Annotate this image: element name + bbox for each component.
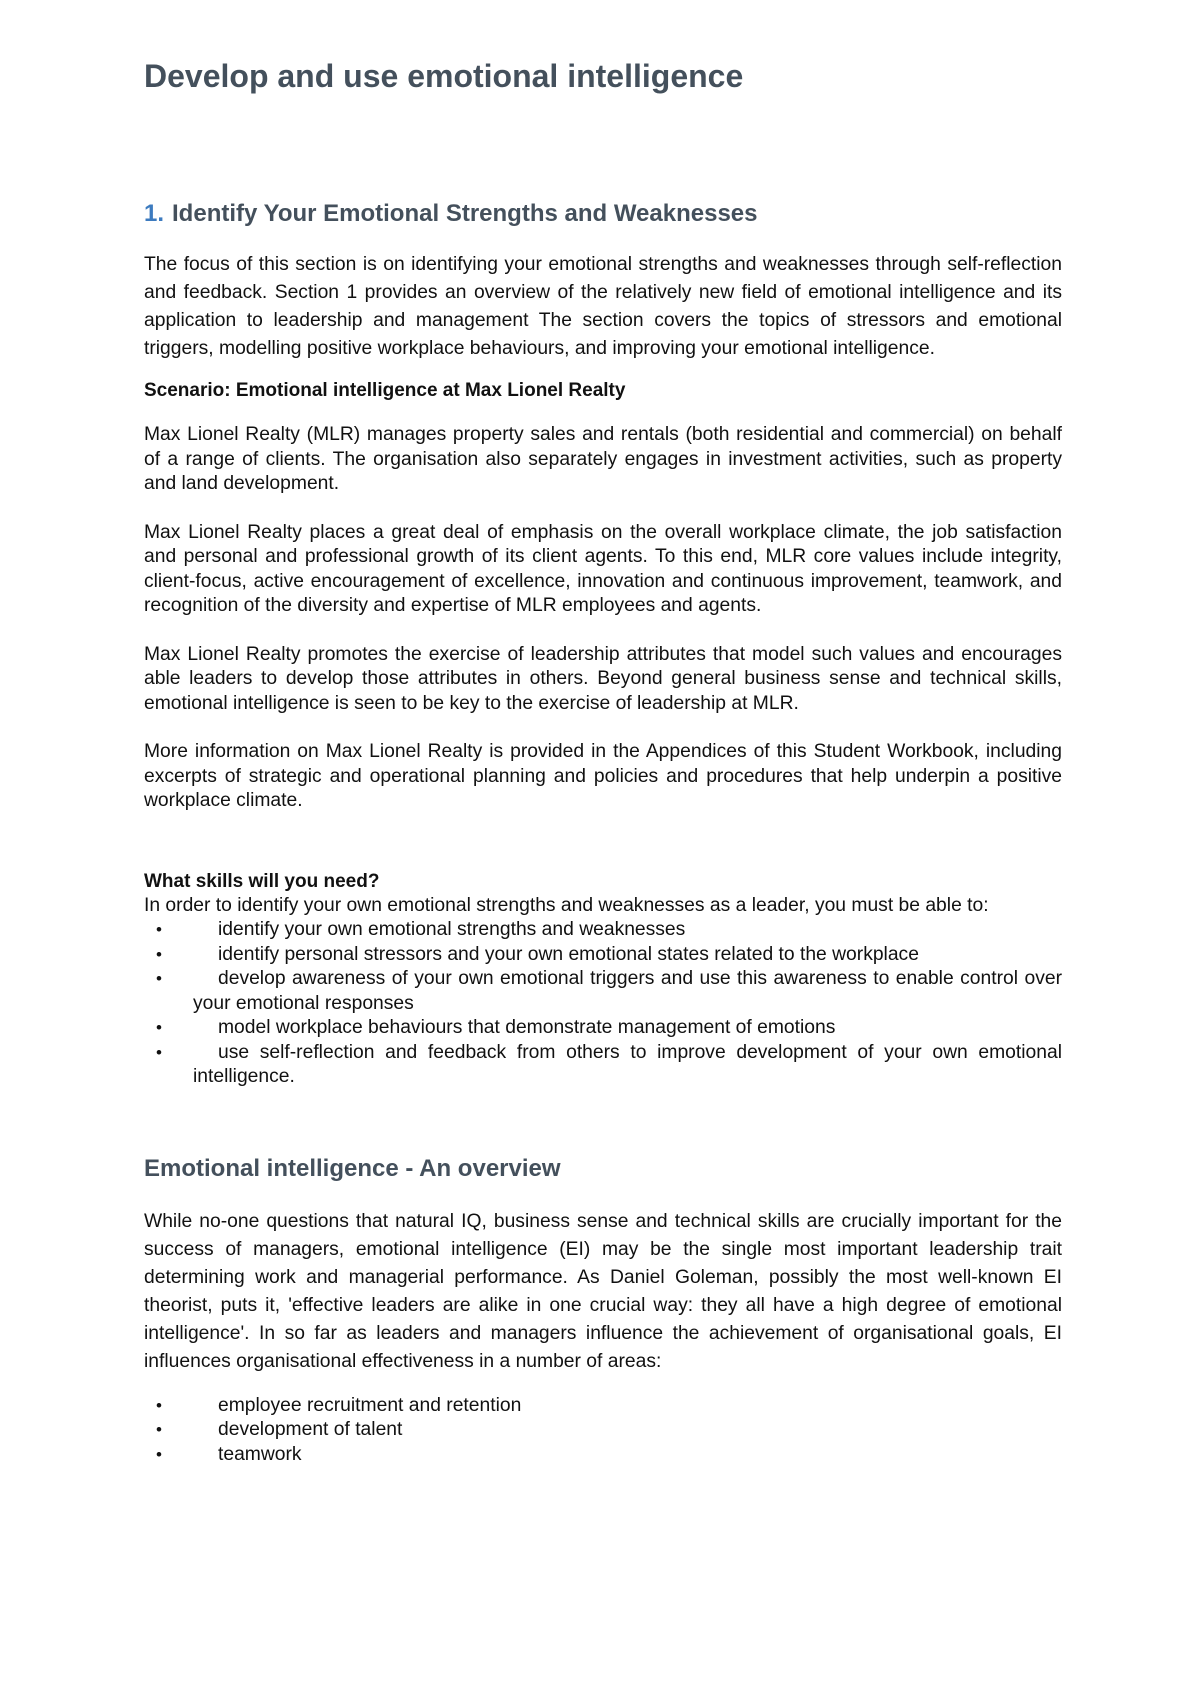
skills-intro: In order to identify your own emotional strengths and weaknesses as a leader, you must be able to: (144, 894, 989, 916)
section-number: 1. (144, 200, 165, 227)
ei-areas-list (144, 1394, 1062, 1468)
scenario-title: Scenario: Emotional intelligence at Max Lionel Realty (144, 380, 626, 401)
list-item: • model workplace behaviours that demonstrate management of emotions (144, 1016, 1062, 1041)
skills-title: What skills will you need? (144, 870, 380, 892)
section-1-heading (144, 197, 1062, 231)
bullet-icon: • (156, 1444, 162, 1464)
scenario-paragraph: Max Lionel Realty (MLR) manages property sales and rentals (both residential and commercial) on behalf of a range of clients. The organisation also separately engages in investment activities, such as property and land development. (144, 424, 1062, 494)
bullet-icon: • (156, 1420, 162, 1439)
overview-paragraph: While no-one questions that natural IQ, business sense and technical skills are crucially important for the success of managers, emotional intelligence (EI) may be the single most important leadership trait determining work and managerial performance. As Daniel Goleman, possibly the most well-known EI theorist, puts it, 'effective leaders are alike in one crucial way: they all have a high degree of emotional intelligence'. In so far as leaders and managers influence the achievement of organisational goals, EI influences organisational effectiveness in a number of areas: (144, 1210, 1062, 1372)
bullet-icon: • (156, 1042, 162, 1062)
list-item: • develop awareness of your own emotional triggers and use this awareness to enable control over your emotional responses (156, 968, 1062, 1014)
bullet-icon: • (156, 969, 162, 988)
list-item: • use self-reflection and feedback from others to improve development of your own emotional intelligence. (156, 1041, 1062, 1087)
scenario-paragraph: Max Lionel Realty places a great deal of emphasis on the overall workplace climate, the job satisfaction and personal and professional growth of its client agents. To this end, MLR core values include integrity, client-focus, active encouragement of excellence, innovation and continuous improvement, teamwork, and recognition of the diversity and expertise of MLR employees and agents. (144, 521, 1062, 616)
list-item: • teamwork (144, 1443, 1062, 1468)
bullet-icon: • (156, 920, 162, 939)
scenario-paragraph: Max Lionel Realty promotes the exercise of leadership attributes that model such values and encourages able leaders to develop those attributes in others. Beyond general business sense and technical skills, emotional intelligence is seen to be key to the exercise of leadership at MLR. (144, 643, 1062, 714)
section-1-heading-text: Identify Your Emotional Strengths and Weaknesses (172, 200, 758, 227)
list-item: • employee recruitment and retention (144, 1394, 1062, 1419)
skills-list (144, 918, 1062, 1090)
bullet-icon: • (156, 944, 162, 964)
list-item: • development of talent (144, 1418, 1062, 1443)
document-title: Develop and use emotional intelligence (144, 58, 744, 94)
list-item: • identify personal stressors and your own emotional states related to the workplace (144, 943, 1062, 968)
scenario-paragraph: More information on Max Lionel Realty is provided in the Appendices of this Student Workbook, including excerpts of strategic and operational planning and policies and procedures that help underpin a positive workplace climate. (144, 741, 1062, 811)
overview-heading: Emotional intelligence - An overview (144, 1154, 561, 1182)
list-item: • identify your own emotional strengths and weaknesses (144, 918, 1062, 943)
bullet-icon: • (156, 1395, 162, 1415)
section-1-intro: The focus of this section is on identifying your emotional strengths and weaknesses through self-reflection and feedback. Section 1 provides an overview of the relatively new field of emotional intelligence and its application to leadership and management The section covers the topics of stressors and emotional triggers, modelling positive workplace behaviours, and improving your emotional intelligence. (144, 254, 1062, 359)
bullet-icon: • (156, 1018, 162, 1037)
